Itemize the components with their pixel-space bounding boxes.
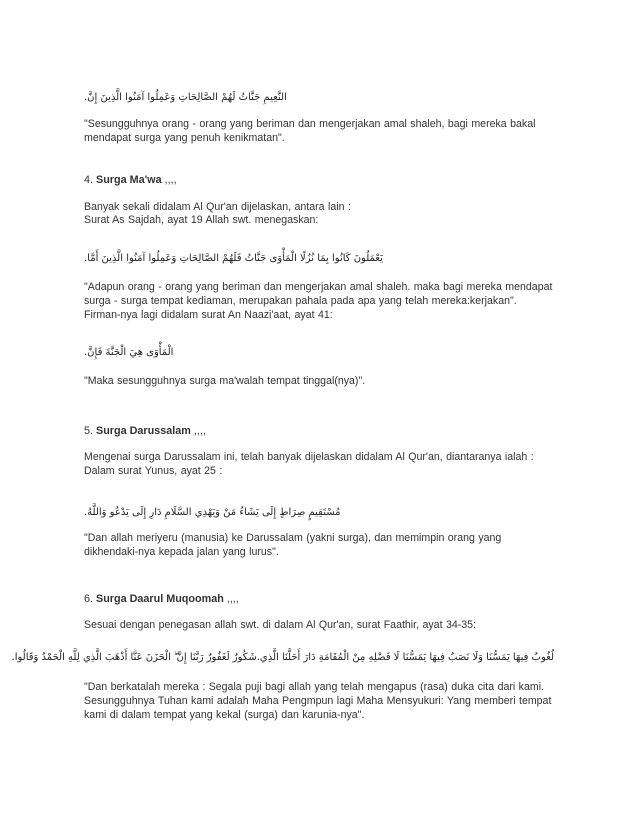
- arabic-verse-1: النَّعِيمِ جَنَّاتُ لَهُمْ الصَّالِحَاتِ وَعَمِلُوا آمَنُوا الَّذِينَ إِنَّ.: [84, 92, 287, 103]
- paragraph-5: Mengenai surga Darussalam ini, telah banyak dijelaskan didalam Al Qur'an, diantaranya ialah : Dalam surat Yunus, ayat 25 :: [84, 451, 534, 477]
- arabic-verse-3: الْمَأْوَى هِيَ الْجَنَّةَ فَإِنَّ.: [84, 347, 174, 358]
- section-suffix: ,,,,: [164, 174, 177, 186]
- paragraph-6: Sesuai dengan penegasan allah swt. di dalam Al Qur'an, surat Faathir, ayat 34-35:: [84, 619, 476, 631]
- translation-3: "Maka sesungguhnya surga ma'walah tempat tinggal(nya)".: [84, 375, 366, 387]
- section-heading-4: [84, 174, 177, 186]
- paragraph-4b: Surat As Sajdah, ayat 19 Allah swt. menegaskan:: [84, 214, 319, 226]
- arabic-verse-2: يَعْمَلُونَ كَانُوا بِمَا نُزُلًا الْمَأْوَى جَنَّاتُ فَلَهُمْ الصَّالِحَاتِ وَعَمِلُوا آمَنُوا الَّذِينَ أَمَّا.: [84, 253, 383, 264]
- section-title: Surga Ma'wa: [96, 174, 162, 186]
- arabic-verse-5: لُغُوبٌ فِيهَا يَمَسُّنَا وَلَا نَصَبٌ فِيهَا يَمَسُّنَا لَا فَضْلِهِ مِنْ الْمُقَامَةِ دَارَ أَحَلَّنَا الَّذِي.شَكُورٌ لَغَفُورٌ رَبَّنَا إِنَّ ۖ الْحَزَنَ عَنَّا أَذْهَبَ الَّذِي لِلَّهِ الْحَمْدُ وَقَالُوا.: [11, 652, 554, 663]
- paragraph-4a: Banyak sekali didalam Al Qur'an dijelaskan, antara lain :: [84, 201, 351, 213]
- arabic-verse-4: مُسْتَقِيمٍ صِرَاطٍ إِلَى يَشَاءُ مَنْ وَيَهْدِي السَّلَامِ دَارِ إِلَى يَدْعُو وَاللَّهُ.: [84, 507, 341, 518]
- translation-4: "Dan allah meriyeru (manusia) ke Darussalam (yakni surga), dan memimpin orang yang dikhendaki-nya kepada jalan yang lurus".: [84, 532, 502, 558]
- section-title: Surga Daarul Muqoomah: [96, 593, 224, 605]
- section-heading-5: [84, 425, 206, 437]
- section-number: 5.: [84, 425, 94, 437]
- translation-1: "Sesungguhnya orang - orang yang beriman dan mengerjakan amal shaleh, bagi mereka bakal mendapat surga yang penuh kenikmatan".: [84, 118, 536, 144]
- translation-2: "Adapun orang - orang yang beriman dan mengerjakan amal shaleh. maka bagi mereka mendapat surga - surga tempat kediaman, merupakan pahala pada apa yang telah mereka:kerjakan".: [84, 281, 553, 307]
- translation-5: "Dan berkatalah mereka : Segala puji bagi allah yang telah mengapus (rasa) duka cita dari kami. Sesungguhnya Tuhan kami adalah Maha Pengmpun lagi Maha Mensyukuri: Yang memberi tempat kami di dalam tempat yang kekal (surga) dan karunia-nya".: [84, 681, 552, 721]
- section-suffix: ,,,,: [193, 425, 206, 437]
- section-heading-6: [84, 593, 239, 605]
- section-number: 6.: [84, 593, 94, 605]
- section-suffix: ,,,,: [226, 593, 239, 605]
- section-number: 4.: [84, 174, 94, 186]
- paragraph-naaziaat: Firman-nya lagi didalam surat An Naazi'aat, ayat 41:: [84, 309, 333, 321]
- section-title: Surga Darussalam: [96, 425, 191, 437]
